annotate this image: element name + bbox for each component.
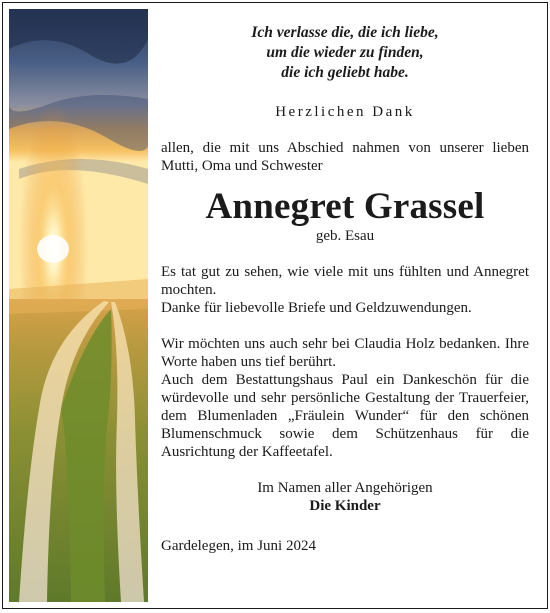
poem-line: um die wieder zu finden, <box>266 44 424 61</box>
paragraph-funeral-home: Auch dem Bestattungshaus Paul ein Dankeschön für die würdevolle und sehr persönliche Gestaltung der Trauerfeier, dem Blumenladen „Fräulein Wunder“ für den schönen Blumenschmuck sowie dem Schützenhaus für die Ausrichtung der Kaffeetafel. <box>161 372 529 460</box>
sunset-field-path-image <box>9 9 148 602</box>
poem-line: die ich geliebt habe. <box>281 64 409 81</box>
signature-name: Die Kinder <box>309 498 381 514</box>
deceased-name: Annegret Grassel <box>205 186 485 227</box>
birth-name: geb. Esau <box>315 228 375 244</box>
paragraph-letters: Danke für liebevolle Briefe und Geldzuwendungen. <box>161 300 472 316</box>
obituary-notice <box>2 2 548 609</box>
notice-text <box>161 11 529 555</box>
paragraph-sympathy: Es tat gut zu sehen, wie viele mit uns fühlten und Annegret mochten. <box>161 264 529 298</box>
signature-line: Im Namen aller Angehörigen <box>257 480 433 496</box>
place-date: Gardelegen, im Juni 2024 <box>161 538 316 554</box>
intro-text: allen, die mit uns Abschied nahmen von unserer lieben Mutti, Oma und Schwester <box>161 140 529 174</box>
poem-verse <box>161 23 529 83</box>
paragraph-speaker: Wir möchten uns auch sehr bei Claudia Holz bedanken. Ihre Worte haben uns tief berührt. <box>161 336 529 370</box>
poem-line: Ich verlasse die, die ich liebe, <box>251 24 439 41</box>
thanks-heading: Herzlichen Dank <box>275 104 415 120</box>
